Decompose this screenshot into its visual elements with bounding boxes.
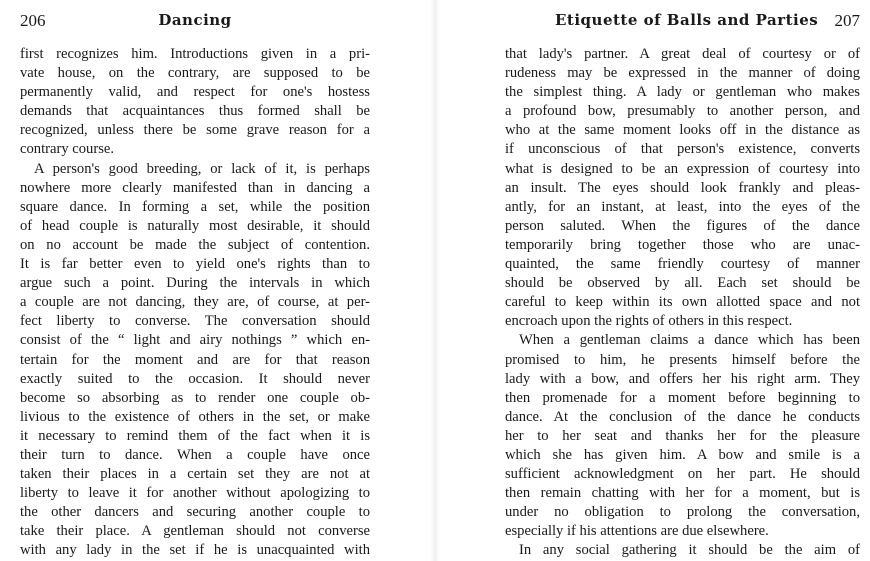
text-line: under no obligation to prolong the conversation, bbox=[505, 504, 860, 521]
text-line: argue such a point. During the intervals in which bbox=[20, 275, 370, 292]
text-line: the simplest thing. A lady or gentleman who makes bbox=[505, 84, 860, 101]
text-line: a profound bow, presumably to another person, and bbox=[505, 103, 860, 120]
text-line: of head couple is naturally most desirable, it should bbox=[20, 217, 370, 234]
right-page bbox=[505, 0, 860, 561]
text-line: When a gentleman claims a dance which has been bbox=[519, 332, 860, 349]
right-page-number: 207 bbox=[834, 11, 860, 30]
text-line: liberty to leave it for another without apologizing to bbox=[20, 485, 370, 502]
text-line: square dance. In forming a set, while the position bbox=[20, 198, 370, 215]
text-line: antly, for an instant, at least, into the eyes of the bbox=[505, 198, 860, 215]
text-line: sufficient acknowledgment on her part. He should bbox=[505, 466, 860, 483]
page-gutter bbox=[430, 0, 440, 561]
text-line: quainted, the same friendly courtesy of manner bbox=[505, 256, 860, 273]
text-line: lady with a bow, and offers her his right arm. They bbox=[505, 370, 860, 387]
text-line: the other dancers and securing another couple to bbox=[20, 504, 370, 521]
text-line: their turn to dance. When a couple have once bbox=[20, 446, 370, 463]
text-line: then promenade for a moment before beginning to bbox=[505, 389, 860, 406]
text-line: It is far better even to yield one's rights than to bbox=[20, 256, 370, 273]
text-line: person saluted. When the figures of the dance bbox=[505, 217, 860, 234]
text-line: who at the same moment looks off in the distance as bbox=[505, 122, 860, 139]
left-page bbox=[20, 0, 370, 561]
text-line: temporarily bring together those who are unac- bbox=[505, 236, 860, 253]
text-line: permanently valid, and respect for one's hostess bbox=[20, 84, 370, 101]
text-line: a couple are not dancing, they are, of course, at per- bbox=[20, 294, 370, 311]
text-line: it necessary to remind them of the fact when it is bbox=[20, 427, 370, 444]
text-line: A person's good breeding, or lack of it, is perhaps bbox=[34, 160, 370, 177]
text-line: tertain for the moment and are for that reason bbox=[20, 351, 370, 368]
text-line: rudeness may be expressed in the manner of doing bbox=[505, 65, 860, 82]
text-line: encroach upon the rights of others in this respect. bbox=[505, 313, 793, 330]
text-line: consist of the “ light and airy nothings ” which en- bbox=[20, 332, 370, 349]
right-page-header bbox=[505, 0, 860, 34]
text-line: that lady's partner. A great deal of courtesy or of bbox=[505, 46, 860, 62]
text-line: what is designed to be an expression of courtesy into bbox=[505, 160, 860, 177]
text-line: dance. At the conclusion of the dance he conducts bbox=[505, 408, 860, 425]
text-line: become so absorbing as to render one couple ob- bbox=[20, 389, 370, 406]
text-line: nowhere more clearly manifested than in dancing a bbox=[20, 179, 370, 196]
text-line: with any lady in the set if he is unacquainted with bbox=[20, 542, 370, 559]
left-page-body bbox=[20, 45, 370, 561]
text-line: careful to keep within its own allotted space and not bbox=[505, 294, 860, 311]
text-line: if unconscious of that person's existence, converts bbox=[505, 141, 860, 158]
text-line: exactly suited to the occasion. It should never bbox=[20, 370, 370, 387]
right-running-title: Etiquette of Balls and Parties bbox=[555, 11, 819, 29]
text-line: should be observed by all. Each set should be bbox=[505, 275, 860, 292]
left-page-number: 206 bbox=[20, 11, 46, 30]
right-page-body bbox=[505, 45, 860, 561]
text-line: vate house, on the contrary, are supposed to be bbox=[20, 65, 370, 82]
text-line: livious to the existence of others in the set, or make bbox=[20, 408, 370, 425]
text-line: on no account be made the subject of contention. bbox=[20, 236, 370, 253]
text-line: fect liberty to converse. The conversation should bbox=[20, 313, 370, 330]
text-line: an insult. The eyes should look frankly and pleas- bbox=[505, 179, 860, 196]
text-line: demands that acquaintances thus formed shall be bbox=[20, 103, 370, 120]
text-line: which she has given him. A bow and smile is a bbox=[505, 446, 860, 463]
text-line: then remain chatting with her for a moment, but is bbox=[505, 485, 860, 502]
text-line: promised to him, he presents himself before the bbox=[505, 351, 860, 368]
text-line: recognized, unless there be some grave reason for a bbox=[20, 122, 370, 139]
text-line: first recognizes him. Introductions given in a pri- bbox=[20, 46, 370, 62]
text-line: take their place. A gentleman should not converse bbox=[20, 523, 370, 540]
text-line: contrary course. bbox=[20, 141, 115, 158]
text-line: taken their places in a certain set they are not at bbox=[20, 466, 370, 483]
text-line: especially if his attentions are due elsewhere. bbox=[505, 523, 769, 540]
text-line: In any social gathering it should be the aim of bbox=[519, 542, 860, 559]
left-running-title: Dancing bbox=[158, 11, 232, 29]
text-line: her to her seat and thanks her for the pleasure bbox=[505, 427, 860, 444]
left-page-header bbox=[20, 0, 370, 34]
